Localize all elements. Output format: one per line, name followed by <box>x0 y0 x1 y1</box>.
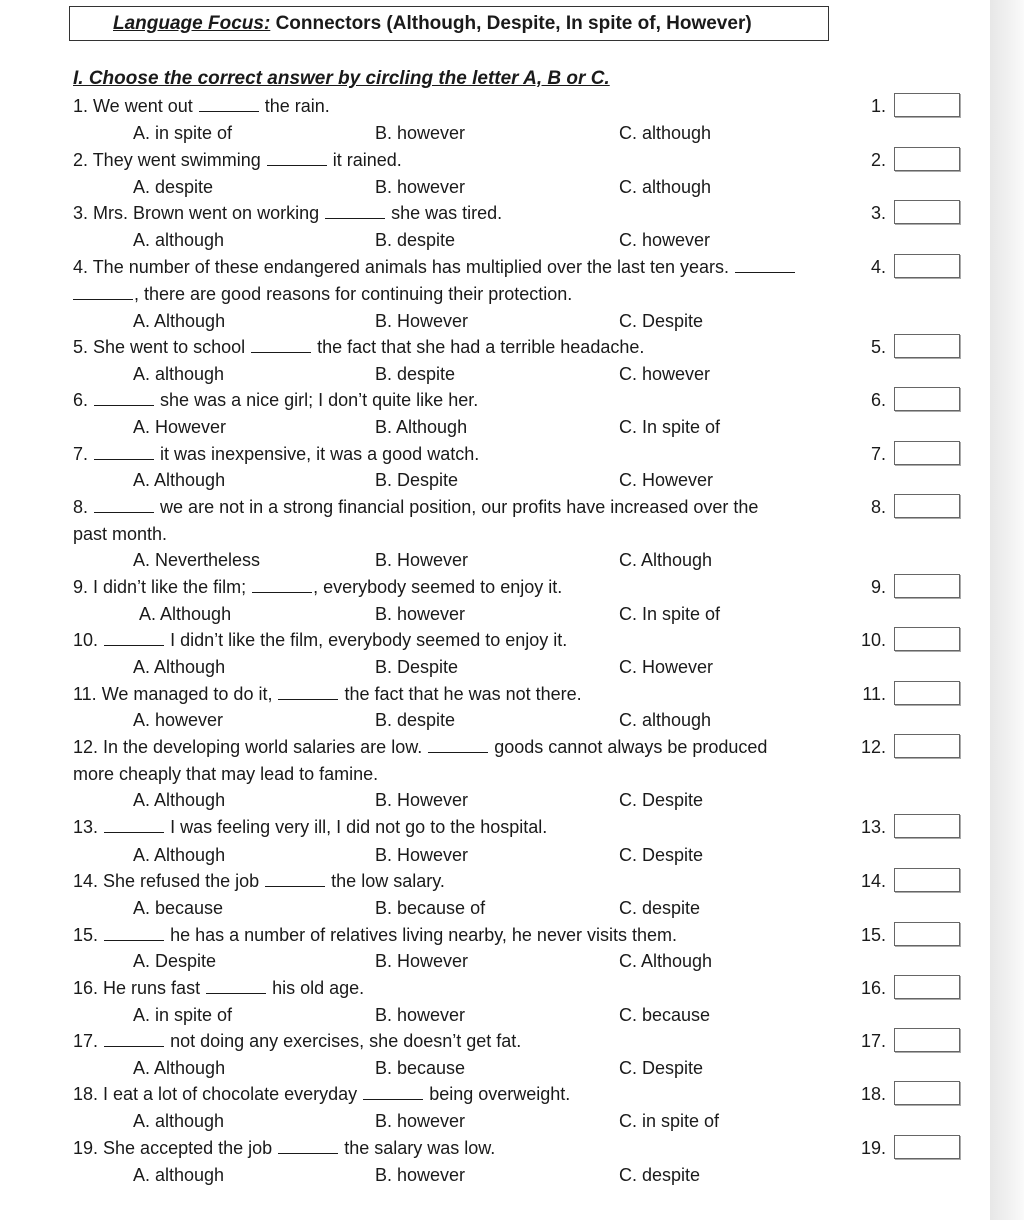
question-8-option-b[interactable]: B. However <box>375 550 469 570</box>
question-13-text: 13. <box>73 817 99 837</box>
question-7-blank[interactable] <box>94 445 154 460</box>
question-12-option-b[interactable]: B. However <box>375 790 469 810</box>
question-12 <box>73 736 767 758</box>
question-13-option-a[interactable]: A. Although <box>133 845 226 865</box>
answer-box-18[interactable] <box>894 1081 960 1105</box>
question-12-text-after: goods cannot always be produced <box>494 737 768 757</box>
answer-number-2: 2. <box>870 150 886 170</box>
question-15-text-after: he has a number of relatives living nearby, he never visits them. <box>170 925 677 945</box>
question-3-text: 3. Mrs. Brown went on working <box>73 203 320 223</box>
question-8-text: 8. <box>73 497 89 517</box>
answer-box-17[interactable] <box>894 1028 960 1052</box>
answer-number-8: 8. <box>870 497 886 517</box>
answer-box-14[interactable] <box>894 868 960 892</box>
question-8-option-c[interactable]: C. Although <box>619 550 713 570</box>
question-18-option-b[interactable]: B. however <box>375 1111 466 1131</box>
question-11-text: 11. We managed to do it, <box>73 684 273 704</box>
answer-box-2[interactable] <box>894 147 960 171</box>
question-17-option-a[interactable]: A. Although <box>133 1058 226 1078</box>
question-4-option-a[interactable]: A. Although <box>133 311 226 331</box>
question-3-option-b[interactable]: B. despite <box>375 230 456 250</box>
question-5-blank[interactable] <box>251 338 311 353</box>
question-18-text: 18. I eat a lot of chocolate everyday <box>73 1084 358 1104</box>
answer-box-1[interactable] <box>894 93 960 117</box>
question-4 <box>73 256 796 278</box>
question-19 <box>73 1137 495 1159</box>
question-4-option-b[interactable]: B. However <box>375 311 469 331</box>
question-14 <box>73 870 445 892</box>
question-5-option-c[interactable]: C. however <box>619 364 711 384</box>
question-11-option-b[interactable]: B. despite <box>375 710 456 730</box>
answer-number-16: 16. <box>860 978 886 998</box>
question-15-option-a[interactable]: A. Despite <box>133 951 217 971</box>
question-8-text-after: we are not in a strong financial position, our profits have increased over the <box>160 497 759 517</box>
answer-number-13: 13. <box>860 817 886 837</box>
question-13-option-c[interactable]: C. Despite <box>619 845 704 865</box>
section-title: I. Choose the correct answer by circling the letter A, B or C. <box>73 68 610 89</box>
question-7-option-c[interactable]: C. However <box>619 470 714 490</box>
question-9-option-c[interactable]: C. In spite of <box>619 604 721 624</box>
answer-box-19[interactable] <box>894 1135 960 1159</box>
question-16-text-after: his old age. <box>272 978 365 998</box>
answer-box-15[interactable] <box>894 922 960 946</box>
question-10-option-b[interactable]: B. Despite <box>375 657 459 677</box>
question-2-option-c[interactable]: C. although <box>619 177 712 197</box>
answer-box-9[interactable] <box>894 574 960 598</box>
question-2-text-after: it rained. <box>332 150 402 170</box>
question-18-option-a[interactable]: A. although <box>133 1111 225 1131</box>
answer-number-7: 7. <box>870 444 886 464</box>
question-5-text: 5. She went to school <box>73 337 246 357</box>
answer-number-17: 17. <box>860 1031 886 1051</box>
answer-number-9: 9. <box>870 577 886 597</box>
question-11-text-after: the fact that he was not there. <box>344 684 582 704</box>
question-5 <box>73 336 644 358</box>
question-1-option-b[interactable]: B. however <box>375 123 466 143</box>
answer-box-16[interactable] <box>894 975 960 999</box>
question-2 <box>73 149 402 171</box>
question-3-text-after: she was tired. <box>391 203 503 223</box>
question-17-blank[interactable] <box>104 1032 164 1047</box>
question-3 <box>73 202 502 224</box>
question-2-blank[interactable] <box>267 151 327 166</box>
question-12-continuation-text: more cheaply that may lead to famine. <box>73 764 379 784</box>
question-17-option-b[interactable]: B. because <box>375 1058 466 1078</box>
question-3-option-c[interactable]: C. however <box>619 230 711 250</box>
question-17-text: 17. <box>73 1031 99 1051</box>
question-7-text-after: it was inexpensive, it was a good watch. <box>160 444 480 464</box>
question-14-option-c[interactable]: C. despite <box>619 898 701 918</box>
question-9-text-after: , everybody seemed to enjoy it. <box>313 577 563 597</box>
answer-box-13[interactable] <box>894 814 960 838</box>
question-10-option-c[interactable]: C. However <box>619 657 714 677</box>
question-18-blank[interactable] <box>363 1085 423 1100</box>
title-rest: Connectors (Although, Despite, In spite of, However) <box>270 13 752 34</box>
question-5-text-after: the fact that she had a terrible headache. <box>317 337 645 357</box>
question-14-text: 14. She refused the job <box>73 871 260 891</box>
question-14-option-a[interactable]: A. because <box>133 898 224 918</box>
question-10-blank[interactable] <box>104 631 164 646</box>
question-8-blank[interactable] <box>94 498 154 513</box>
question-8-continuation-text: past month. <box>73 524 168 544</box>
question-7-option-b[interactable]: B. Despite <box>375 470 459 490</box>
answer-box-3[interactable] <box>894 200 960 224</box>
answer-box-7[interactable] <box>894 441 960 465</box>
answer-number-14: 14. <box>860 871 886 891</box>
question-18 <box>73 1083 570 1105</box>
question-4-blank-2[interactable] <box>73 285 133 300</box>
question-12-blank[interactable] <box>428 738 488 753</box>
answer-number-19: 19. <box>860 1138 886 1158</box>
question-12-option-c[interactable]: C. Despite <box>619 790 704 810</box>
question-9-blank[interactable] <box>252 578 312 593</box>
question-17 <box>73 1030 521 1052</box>
question-18-text-after: being overweight. <box>429 1084 571 1104</box>
question-4-option-c[interactable]: C. Despite <box>619 311 704 331</box>
question-9 <box>73 576 562 598</box>
answer-box-8[interactable] <box>894 494 960 518</box>
page-edge-shadow <box>990 0 1024 1220</box>
question-6-text: 6. <box>73 390 89 410</box>
answer-number-6: 6. <box>870 390 886 410</box>
question-15-text: 15. <box>73 925 99 945</box>
question-19-blank[interactable] <box>278 1139 338 1154</box>
answer-number-12: 12. <box>860 737 886 757</box>
question-12-continuation <box>73 763 378 785</box>
question-11-option-a[interactable]: A. however <box>133 710 224 730</box>
question-12-text: 12. In the developing world salaries are low. <box>73 737 423 757</box>
question-19-text-after: the salary was low. <box>344 1138 496 1158</box>
question-14-blank[interactable] <box>265 872 325 887</box>
question-17-option-c[interactable]: C. Despite <box>619 1058 704 1078</box>
question-8 <box>73 496 758 518</box>
question-14-option-b[interactable]: B. because of <box>375 898 486 918</box>
question-2-option-a[interactable]: A. despite <box>133 177 214 197</box>
answer-number-3: 3. <box>870 203 886 223</box>
question-15 <box>73 924 677 946</box>
question-16-blank[interactable] <box>206 979 266 994</box>
question-11 <box>73 683 582 705</box>
question-1-text-after: the rain. <box>264 96 330 116</box>
question-6-blank[interactable] <box>94 391 154 406</box>
question-11-blank[interactable] <box>278 685 338 700</box>
question-6-text-after: she was a nice girl; I don’t quite like her. <box>160 390 479 410</box>
question-6-option-c[interactable]: C. In spite of <box>619 417 721 437</box>
question-4-blank[interactable] <box>735 258 795 273</box>
answer-number-5: 5. <box>870 337 886 357</box>
question-16-option-a[interactable]: A. in spite of <box>133 1005 233 1025</box>
question-5-option-a[interactable]: A. although <box>133 364 225 384</box>
question-16-option-b[interactable]: B. however <box>375 1005 466 1025</box>
question-16-text: 16. He runs fast <box>73 978 201 998</box>
question-7-option-a[interactable]: A. Although <box>133 470 226 490</box>
question-2-option-b[interactable]: B. however <box>375 177 466 197</box>
question-15-blank[interactable] <box>104 926 164 941</box>
title-prefix: Language Focus: <box>113 13 271 34</box>
question-13 <box>73 816 547 838</box>
answer-number-10: 10. <box>860 630 886 650</box>
question-10-option-a[interactable]: A. Although <box>133 657 226 677</box>
answer-box-10[interactable] <box>894 627 960 651</box>
question-16 <box>73 977 364 999</box>
question-16-option-c[interactable]: C. because <box>619 1005 711 1025</box>
question-10-text-after: I didn’t like the film, everybody seemed to enjoy it. <box>170 630 568 650</box>
question-1 <box>73 95 330 117</box>
answer-number-1: 1. <box>870 96 886 116</box>
question-3-option-a[interactable]: A. although <box>133 230 225 250</box>
question-17-text-after: not doing any exercises, she doesn’t get fat. <box>170 1031 522 1051</box>
answer-box-5[interactable] <box>894 334 960 358</box>
question-4-text: 4. The number of these endangered animals has multiplied over the last ten years. <box>73 257 730 277</box>
answer-box-12[interactable] <box>894 734 960 758</box>
question-3-blank[interactable] <box>325 204 385 219</box>
question-8-option-a[interactable]: A. Nevertheless <box>133 550 261 570</box>
question-10 <box>73 629 567 651</box>
question-13-blank[interactable] <box>104 818 164 833</box>
question-15-option-c[interactable]: C. Although <box>619 951 713 971</box>
question-19-option-b[interactable]: B. however <box>375 1165 466 1185</box>
question-1-blank[interactable] <box>199 97 259 112</box>
question-19-option-c[interactable]: C. despite <box>619 1165 701 1185</box>
question-6 <box>73 389 478 411</box>
question-1-option-c[interactable]: C. although <box>619 123 712 143</box>
question-9-text: 9. I didn’t like the film; <box>73 577 247 597</box>
question-2-text: 2. They went swimming <box>73 150 261 170</box>
question-12-option-a[interactable]: A. Although <box>133 790 226 810</box>
question-5-option-b[interactable]: B. despite <box>375 364 456 384</box>
question-15-option-b[interactable]: B. However <box>375 951 469 971</box>
question-9-option-b[interactable]: B. however <box>375 604 466 624</box>
question-19-option-a[interactable]: A. although <box>133 1165 225 1185</box>
question-13-option-b[interactable]: B. However <box>375 845 469 865</box>
answer-number-4: 4. <box>870 257 886 277</box>
question-4-continuation <box>73 283 572 305</box>
question-13-text-after: I was feeling very ill, I did not go to the hospital. <box>170 817 548 837</box>
question-7-text: 7. <box>73 444 89 464</box>
question-6-option-a[interactable]: A. However <box>133 417 227 437</box>
answer-number-15: 15. <box>860 925 886 945</box>
question-11-option-c[interactable]: C. although <box>619 710 712 730</box>
question-14-text-after: the low salary. <box>331 871 445 891</box>
question-4-continuation-text: , there are good reasons for continuing their protection. <box>134 284 573 304</box>
question-18-option-c[interactable]: C. in spite of <box>619 1111 720 1131</box>
question-7 <box>73 443 479 465</box>
answer-box-11[interactable] <box>894 681 960 705</box>
question-6-option-b[interactable]: B. Although <box>375 417 468 437</box>
answer-box-4[interactable] <box>894 254 960 278</box>
question-1-text: 1. We went out <box>73 96 193 116</box>
answer-number-11: 11. <box>862 684 886 704</box>
question-1-option-a[interactable]: A. in spite of <box>133 123 233 143</box>
answer-box-6[interactable] <box>894 387 960 411</box>
question-8-continuation <box>73 523 167 545</box>
worksheet-title-box <box>69 6 829 41</box>
question-10-text: 10. <box>73 630 99 650</box>
question-9-option-a[interactable]: A. Although <box>139 604 232 624</box>
answer-number-18: 18. <box>860 1084 886 1104</box>
question-19-text: 19. She accepted the job <box>73 1138 273 1158</box>
